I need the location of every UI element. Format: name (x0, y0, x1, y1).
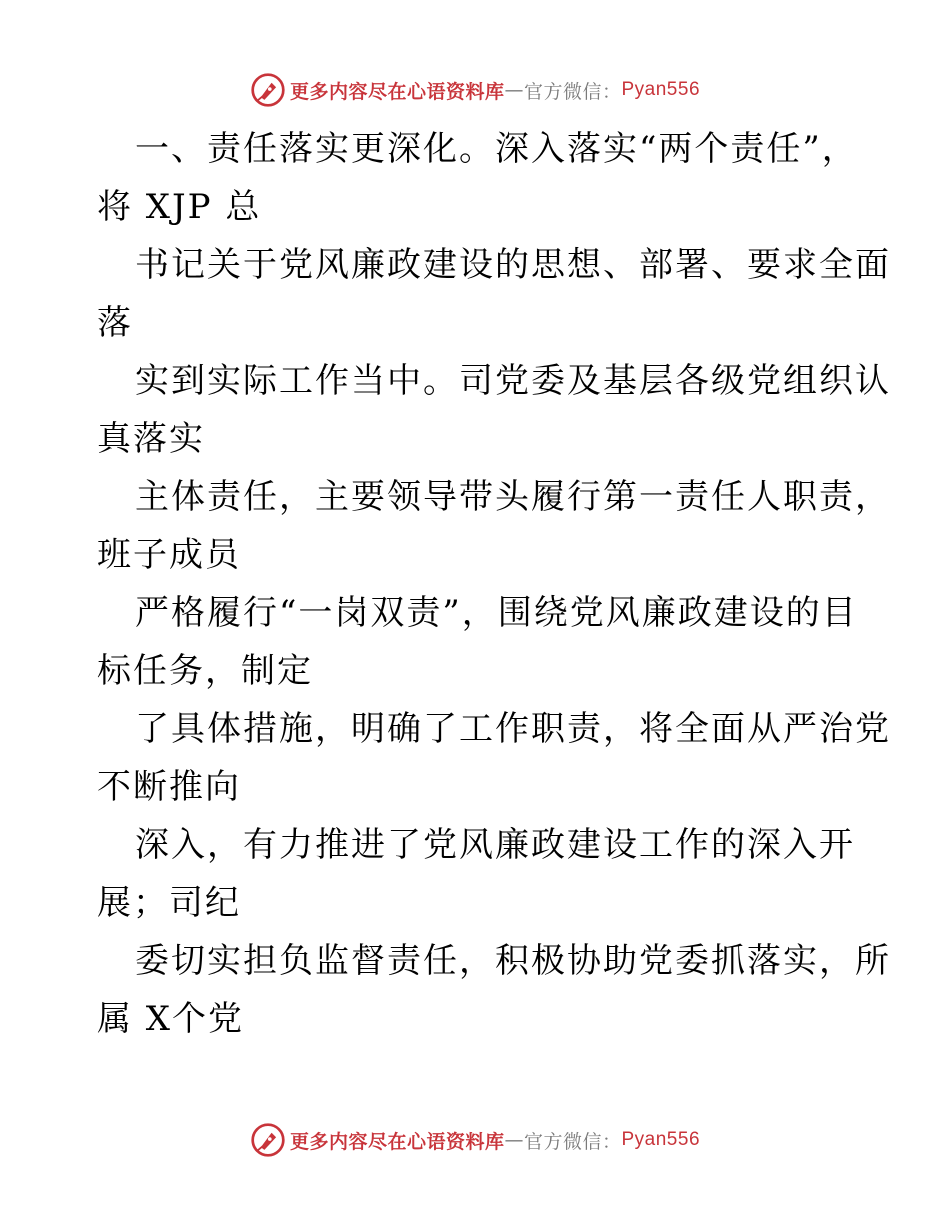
body-line: 一、责任落实更深化。深入落实“两个责任”， (135, 129, 858, 169)
body-line: 书记关于党风廉政建设的思想、部署、要求全面 (135, 245, 891, 285)
document-body (97, 120, 891, 1048)
body-line: 真落实 (97, 419, 205, 459)
body-line: 将 XJP 总 (97, 187, 262, 227)
body-line: 委切实担负监督责任，积极协助党委抓落实，所 (135, 941, 891, 981)
body-line: 主体责任，主要领导带头履行第一责任人职责， (135, 477, 891, 517)
pen-nib-logo-icon (250, 1122, 286, 1158)
body-line: 展；司纪 (97, 883, 241, 923)
watermark-site-name: 更多内容尽在心语资料库 (289, 80, 505, 103)
body-line: 班子成员 (97, 535, 241, 575)
body-line: 了具体措施，明确了工作职责，将全面从严治党 (135, 709, 891, 749)
body-line: 属 X个党 (97, 999, 245, 1039)
watermark-wechat-label: 官方微信： (523, 1130, 622, 1153)
watermark-site-name: 更多内容尽在心语资料库 (289, 1130, 505, 1153)
footer-watermark (0, 1120, 950, 1160)
body-line: 深入，有力推进了党风廉政建设工作的深入开 (135, 825, 855, 865)
watermark-dash: — (504, 1129, 524, 1151)
body-line: 实到实际工作当中。司党委及基层各级党组织认 (135, 361, 891, 401)
watermark-wechat-label: 官方微信： (523, 80, 622, 103)
header-watermark (0, 70, 950, 110)
body-line: 标任务，制定 (97, 651, 313, 691)
watermark-dash: — (504, 79, 524, 101)
body-line: 落 (97, 303, 133, 343)
body-line: 不断推向 (97, 767, 241, 807)
pen-nib-logo-icon (250, 72, 286, 108)
watermark-wechat-id: Pyan556 (621, 1129, 701, 1150)
body-line: 严格履行“一岗双责”，围绕党风廉政建设的目 (135, 593, 858, 633)
watermark-wechat-id: Pyan556 (621, 79, 701, 100)
